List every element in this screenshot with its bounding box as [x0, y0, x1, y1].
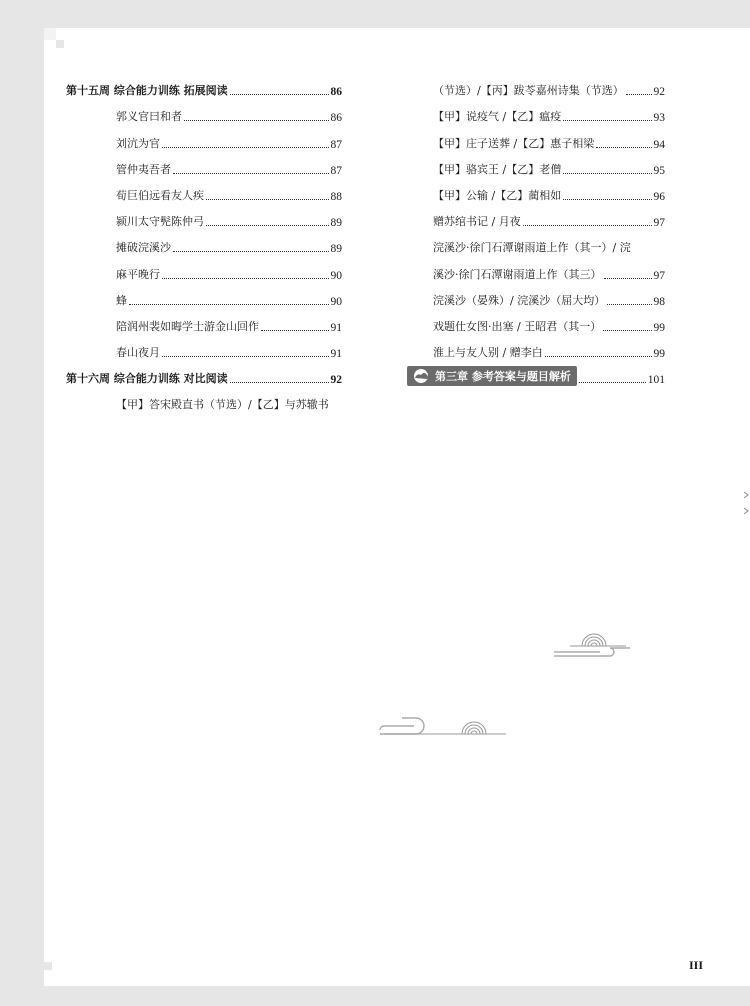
- toc-entry[interactable]: [66, 229, 342, 255]
- entry-title: 蜂: [116, 293, 127, 307]
- entry-page: 89: [330, 243, 342, 256]
- toc-entry[interactable]: [433, 229, 665, 255]
- toc-entry[interactable]: [66, 334, 342, 360]
- toc-entry[interactable]: [66, 151, 342, 177]
- dot-leader: [579, 382, 646, 383]
- toc-entry[interactable]: [66, 203, 342, 229]
- toc-entry[interactable]: [66, 98, 342, 124]
- cloud-decoration-icon: [552, 628, 636, 664]
- entry-page: 90: [330, 269, 342, 282]
- corner-mark: [44, 962, 52, 970]
- entry-title: 赠苏绾书记 / 月夜: [433, 215, 521, 229]
- entry-page: 95: [653, 164, 665, 177]
- toc-entry[interactable]: [66, 308, 342, 334]
- entry-page: 87: [330, 164, 342, 177]
- entry-page: 86: [330, 112, 342, 125]
- dot-leader: [545, 356, 652, 357]
- entry-page: 90: [330, 295, 342, 308]
- entry-title: 溪沙·徐门石潭谢雨道上作（其三）: [433, 267, 602, 281]
- corner-mark: [44, 28, 56, 40]
- entry-title: 春山夜月: [116, 346, 160, 360]
- page-number: III: [689, 958, 704, 972]
- toc-entry[interactable]: [66, 255, 342, 281]
- dot-leader: [206, 225, 329, 226]
- entry-title: 郭义官曰和者: [116, 110, 182, 124]
- dot-leader: [563, 173, 651, 174]
- entry-page: 94: [653, 138, 665, 151]
- toc-entry[interactable]: [433, 124, 665, 150]
- entry-title: 麻平晚行: [116, 267, 160, 281]
- entry-page: 86: [330, 86, 342, 99]
- toc-entry[interactable]: [66, 72, 342, 98]
- entry-title: 【甲】骆宾王 /【乙】老僧: [433, 162, 562, 176]
- entry-page: 92: [330, 374, 342, 387]
- toc-left-column: [66, 72, 342, 412]
- entry-page: 89: [330, 217, 342, 230]
- dot-leader: [162, 147, 329, 148]
- entry-title: 【甲】公输 /【乙】蔺相如: [433, 188, 562, 202]
- entry-page: 93: [653, 112, 665, 125]
- entry-title: 【甲】答宋殿直书（节选）/【乙】与苏辙书: [116, 398, 329, 412]
- dot-leader: [563, 120, 651, 121]
- toc-entry[interactable]: [66, 282, 342, 308]
- toc-entry[interactable]: [433, 308, 665, 334]
- toc-entry[interactable]: [66, 124, 342, 150]
- entry-title: 第十六周 综合能力训练 对比阅读: [66, 372, 228, 386]
- entry-title: 【甲】庄子送葬 /【乙】惠子相梁: [433, 136, 595, 150]
- dot-leader: [596, 147, 651, 148]
- entry-page: 98: [653, 295, 665, 308]
- entry-title: 陪润州裴如晦学士游金山回作: [116, 319, 259, 333]
- dot-leader: [129, 304, 329, 305]
- entry-page: 99: [653, 348, 665, 361]
- entry-page: 87: [330, 138, 342, 151]
- entry-page: 91: [330, 348, 342, 361]
- dot-leader: [230, 382, 329, 383]
- cloud-icon: [411, 368, 431, 384]
- entry-page: 97: [653, 269, 665, 282]
- dot-leader: [184, 120, 329, 121]
- entry-page: 91: [330, 321, 342, 334]
- entry-title: 摊破浣溪沙: [116, 241, 171, 255]
- chapter-entry[interactable]: [433, 360, 665, 386]
- entry-title: 【甲】说疫气 /【乙】瘟疫: [433, 110, 562, 124]
- toc-entry[interactable]: [433, 282, 665, 308]
- entry-page: 96: [653, 190, 665, 203]
- entry-page: 99: [653, 321, 665, 334]
- dot-leader: [626, 94, 652, 95]
- toc-entry[interactable]: [433, 334, 665, 360]
- chapter-badge: [407, 366, 577, 386]
- entry-title: （节选）/【丙】跋苓嘉州诗集（节选）: [433, 84, 624, 98]
- toc-entry[interactable]: [433, 255, 665, 281]
- entry-page: 97: [653, 217, 665, 230]
- toc-entry[interactable]: [66, 177, 342, 203]
- toc-entry[interactable]: [66, 360, 342, 386]
- toc-right-column: [433, 72, 665, 386]
- document-page: [44, 28, 750, 986]
- chapter-title: 第三章 参考答案与题目解析: [435, 370, 571, 384]
- entry-title: 管仲夷吾者: [116, 162, 171, 176]
- dot-leader: [563, 199, 651, 200]
- toc-entry[interactable]: [433, 98, 665, 124]
- dot-leader: [603, 330, 651, 331]
- dot-leader: [607, 304, 651, 305]
- dot-leader: [162, 278, 329, 279]
- cloud-decoration-icon: [378, 714, 508, 738]
- dot-leader: [206, 199, 329, 200]
- dot-leader: [261, 330, 329, 331]
- entry-title: 第十五周 综合能力训练 拓展阅读: [66, 84, 228, 98]
- entry-title: 戏题仕女图·出塞 / 王昭君（其一）: [433, 319, 602, 333]
- toc-entry[interactable]: [66, 386, 342, 412]
- corner-mark: [56, 40, 64, 48]
- dot-leader: [173, 251, 329, 252]
- dot-leader: [523, 225, 652, 226]
- entry-title: 荀巨伯远看友人疾: [116, 188, 204, 202]
- toc-entry[interactable]: [433, 72, 665, 98]
- dot-leader: [173, 173, 329, 174]
- entry-page: 88: [330, 190, 342, 203]
- toc-entry[interactable]: [433, 177, 665, 203]
- dot-leader: [230, 94, 329, 95]
- chapter-page: 101: [647, 374, 665, 387]
- edge-mark-icon: [744, 488, 750, 518]
- toc-entry[interactable]: [433, 203, 665, 229]
- toc-entry[interactable]: [433, 151, 665, 177]
- entry-title: 淮上与友人别 / 赠李白: [433, 346, 543, 360]
- entry-title: 刘沆为官: [116, 136, 160, 150]
- dot-leader: [162, 356, 329, 357]
- entry-page: 92: [653, 86, 665, 99]
- dot-leader: [604, 278, 652, 279]
- entry-title: 浣溪沙（晏殊）/ 浣溪沙（屈大均）: [433, 293, 606, 307]
- entry-title: 颍川太守髡陈仲弓: [116, 215, 204, 229]
- entry-title: 浣溪沙·徐门石潭谢雨道上作（其一）/ 浣: [433, 241, 631, 255]
